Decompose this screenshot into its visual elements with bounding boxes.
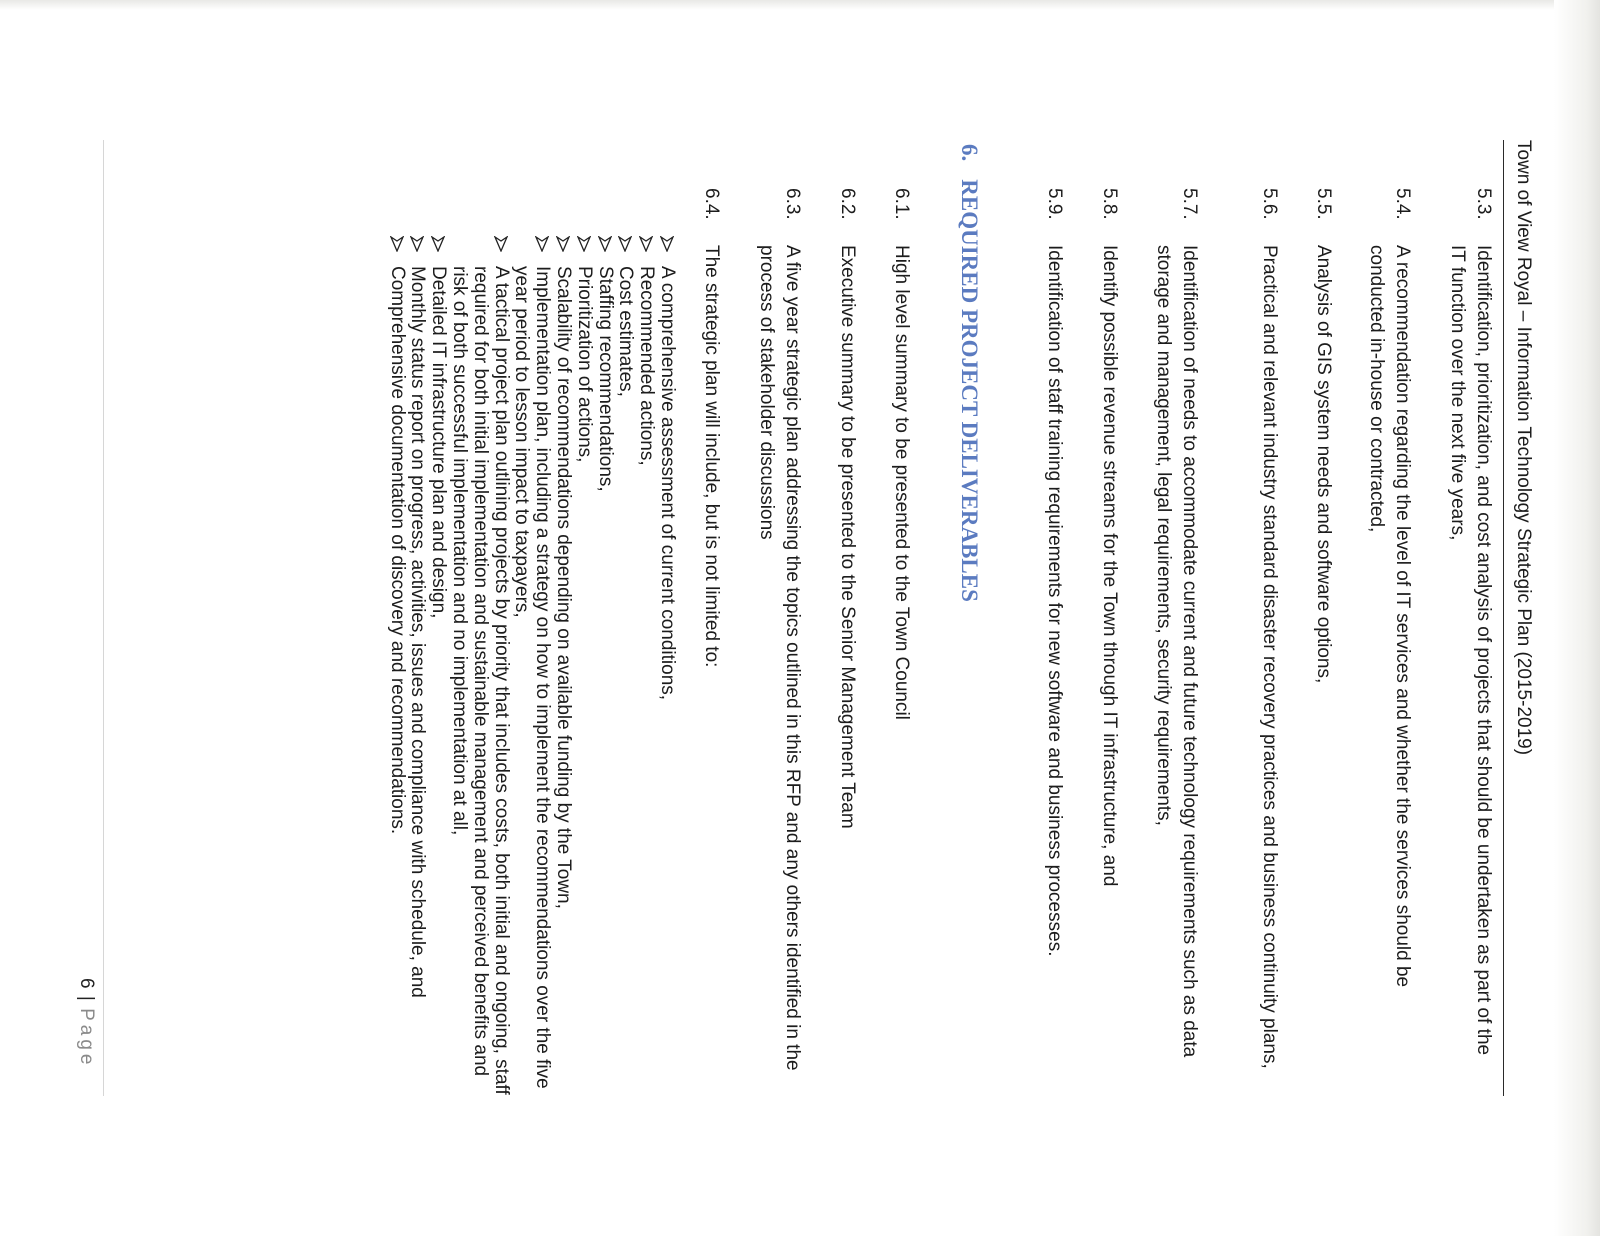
item-number: 6.3.	[782, 188, 803, 220]
item-text: A five year strategic plan addressing the topics outlined in this RFP and any others identified in the process of stakeholder discussions	[756, 245, 803, 1071]
item-text: Identification of needs to accommodate current and future technology requirements such as data storage and management, legal requirements, security requirements,	[1153, 245, 1200, 1058]
arrow-bullet-icon	[410, 236, 424, 252]
bullet-text: Prioritization of actions,	[573, 266, 595, 463]
scan-edge	[0, 0, 1600, 10]
arrow-bullet-icon	[618, 236, 632, 252]
item-number: 6.4.	[701, 188, 722, 220]
bullet-text: A comprehensive assessment of current conditions,	[657, 266, 678, 701]
section-heading	[956, 144, 982, 602]
item-number: 5.3.	[1473, 188, 1494, 220]
bullet-item	[615, 236, 636, 1096]
bullet-text: Detailed IT infrastructure plan and design,	[428, 266, 450, 619]
bullet-text: Comprehensive documentation of discovery and recommendations.	[386, 266, 408, 835]
item-number: 5.8.	[1099, 188, 1120, 220]
arrow-bullet-icon	[494, 236, 508, 252]
deliverables-bullet-list	[386, 236, 677, 1096]
bullet-item	[407, 236, 428, 1096]
item-number: 6.1.	[891, 188, 912, 220]
page-number-value: 6	[76, 978, 97, 990]
arrow-bullet-icon	[660, 236, 674, 252]
bullet-item	[594, 236, 615, 1096]
item-text: The strategic plan will include, but is not limited to:	[701, 245, 722, 668]
item-number: 5.6.	[1259, 188, 1280, 220]
page-number-separator: |	[76, 995, 97, 1002]
item-number: 5.7.	[1179, 188, 1200, 220]
bullet-text: Monthly status report on progress, activities, issues and compliance with schedule, and	[407, 266, 429, 998]
scan-edge-shadow	[1554, 0, 1600, 1236]
item-number: 5.5.	[1313, 188, 1334, 220]
section-title: REQUIRED PROJECT DELIVERABLES	[957, 179, 982, 602]
item-text: A recommendation regarding the level of IT services and whether the services should be conducted in-house or contracted,	[1366, 245, 1413, 988]
item-text: Identification, prioritization, and cost analysis of projects that should be undertaken as part of the IT function over the next five years,	[1447, 245, 1494, 1056]
bullet-text: A tactical project plan outlining projects by priority that includes costs, both initial and ongoing, staff required for both initial implementation and sustainable management and perceived benefits and risk of both successful implementation and no implementation at all,	[449, 266, 512, 1095]
item-text: Executive summary to be presented to the Senior Management Team	[837, 245, 858, 829]
item-text: Identify possible revenue streams for the Town through IT infrastructure, and	[1099, 245, 1120, 887]
item-text: Analysis of GIS system needs and software options,	[1313, 245, 1334, 684]
bullet-item	[448, 236, 510, 1096]
bullet-item	[573, 236, 594, 1096]
arrow-bullet-icon	[577, 236, 591, 252]
bullet-item	[427, 236, 448, 1096]
item-number: 5.4.	[1392, 188, 1413, 220]
item-number: 5.9.	[1044, 188, 1065, 220]
item-number: 6.2.	[837, 188, 858, 220]
section-number: 6.	[957, 144, 982, 162]
bullet-item	[552, 236, 573, 1096]
bullet-text: Scalability of recommendations depending on available funding by the Town,	[553, 266, 575, 909]
item-text: High level summary to be presented to the Town Council	[891, 245, 912, 720]
bullet-text: Recommended actions,	[636, 266, 658, 466]
page-number	[75, 978, 97, 1068]
arrow-bullet-icon	[639, 236, 653, 252]
item-text: Practical and relevant industry standard disaster recovery practices and business continuity plans,	[1259, 245, 1280, 1069]
bullet-text: Staffing recommendations,	[594, 266, 616, 492]
page-label: Page	[76, 1008, 97, 1069]
rotated-page	[76, 140, 1542, 1096]
bullet-item	[511, 236, 553, 1096]
arrow-bullet-icon	[431, 236, 445, 252]
bullet-text: Implementation plan, including a strategy on how to implement the recommendations over the five year period to lesson impact to taxpayers,	[511, 266, 554, 1089]
bullet-item	[386, 236, 407, 1096]
arrow-bullet-icon	[535, 236, 549, 252]
arrow-bullet-icon	[390, 236, 404, 252]
bullet-item	[635, 236, 656, 1096]
item-text: Identification of staff training requirements for new software and business processes.	[1044, 245, 1065, 957]
arrow-bullet-icon	[556, 236, 570, 252]
footer-divider	[103, 140, 104, 1096]
page-header: Town of View Royal – Information Technology Strategic Plan (2015-2019)	[1503, 140, 1542, 1096]
bullet-text: Cost estimates,	[615, 266, 637, 397]
arrow-bullet-icon	[598, 236, 612, 252]
bullet-item	[656, 236, 677, 1096]
